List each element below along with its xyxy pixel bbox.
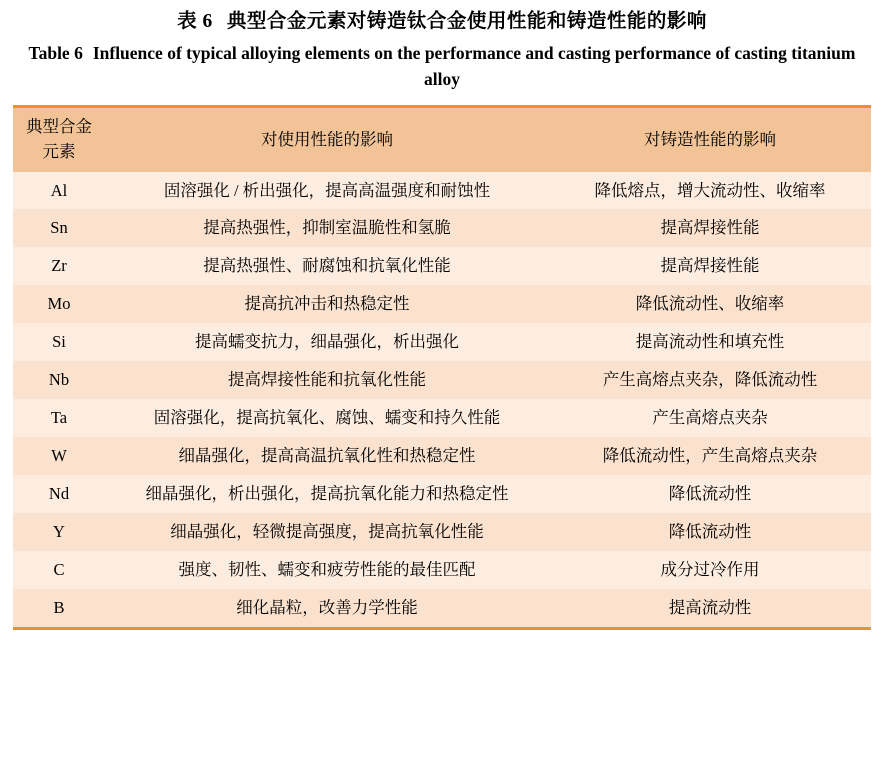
cell-casting: 提高流动性 <box>549 589 871 628</box>
cell-element: Nd <box>13 475 105 513</box>
cell-performance: 固溶强化 / 析出强化，提高高温强度和耐蚀性 <box>105 172 549 210</box>
header-performance: 对使用性能的影响 <box>105 107 549 172</box>
cell-performance: 提高热强性，抑制室温脆性和氢脆 <box>105 209 549 247</box>
caption-english-label: Table 6 <box>28 43 83 64</box>
cell-casting: 降低流动性 <box>549 513 871 551</box>
table-row <box>13 589 871 628</box>
cell-casting: 降低流动性，产生高熔点夹杂 <box>549 437 871 475</box>
cell-performance: 细化晶粒，改善力学性能 <box>105 589 549 628</box>
table-page <box>0 9 884 769</box>
table-row <box>13 285 871 323</box>
table-row <box>13 437 871 475</box>
table-row <box>13 551 871 589</box>
cell-element: B <box>13 589 105 628</box>
cell-casting: 提高焊接性能 <box>549 247 871 285</box>
cell-element: C <box>13 551 105 589</box>
caption-chinese-title: 典型合金元素对铸造钛合金使用性能和铸造性能的影响 <box>226 11 707 32</box>
table-body <box>13 172 871 629</box>
cell-performance: 细晶强化，析出强化，提高抗氧化能力和热稳定性 <box>105 475 549 513</box>
cell-casting: 产生高熔点夹杂，降低流动性 <box>549 361 871 399</box>
table-row <box>13 172 871 210</box>
table-row <box>13 361 871 399</box>
cell-element: Ta <box>13 399 105 437</box>
cell-element: Al <box>13 172 105 210</box>
caption-chinese-label: 表 6 <box>177 11 213 32</box>
table-row <box>13 475 871 513</box>
cell-performance: 细晶强化，轻微提高强度，提高抗氧化性能 <box>105 513 549 551</box>
cell-casting: 提高流动性和填充性 <box>549 323 871 361</box>
table-row <box>13 323 871 361</box>
cell-casting: 降低熔点，增大流动性、收缩率 <box>549 172 871 210</box>
cell-performance: 强度、韧性、蠕变和疲劳性能的最佳匹配 <box>105 551 549 589</box>
cell-performance: 细晶强化，提高高温抗氧化性和热稳定性 <box>105 437 549 475</box>
header-element: 典型合金元素 <box>13 107 105 172</box>
cell-element: Nb <box>13 361 105 399</box>
cell-performance: 提高焊接性能和抗氧化性能 <box>105 361 549 399</box>
table-header <box>13 107 871 172</box>
table-row <box>13 247 871 285</box>
cell-element: W <box>13 437 105 475</box>
caption-english <box>27 41 857 92</box>
table-row <box>13 399 871 437</box>
cell-element: Si <box>13 323 105 361</box>
table-header-row <box>13 107 871 172</box>
header-casting-performance: 对铸造性能的影响 <box>549 107 871 172</box>
cell-performance: 提高抗冲击和热稳定性 <box>105 285 549 323</box>
cell-casting: 产生高熔点夹杂 <box>549 399 871 437</box>
cell-element: Zr <box>13 247 105 285</box>
cell-casting: 降低流动性、收缩率 <box>549 285 871 323</box>
cell-performance: 固溶强化，提高抗氧化、腐蚀、蠕变和持久性能 <box>105 399 549 437</box>
table-row <box>13 513 871 551</box>
table-caption <box>0 9 884 92</box>
table-row <box>13 209 871 247</box>
cell-performance: 提高蠕变抗力，细晶强化，析出强化 <box>105 323 549 361</box>
cell-element: Mo <box>13 285 105 323</box>
cell-performance: 提高热强性、耐腐蚀和抗氧化性能 <box>105 247 549 285</box>
alloying-elements-table <box>13 105 871 630</box>
caption-chinese <box>18 9 866 35</box>
cell-element: Y <box>13 513 105 551</box>
cell-casting: 成分过冷作用 <box>549 551 871 589</box>
caption-english-title: Influence of typical alloying elements on the performance and casting performance of casting titanium alloy <box>92 43 856 89</box>
cell-element: Sn <box>13 209 105 247</box>
cell-casting: 提高焊接性能 <box>549 209 871 247</box>
cell-casting: 降低流动性 <box>549 475 871 513</box>
